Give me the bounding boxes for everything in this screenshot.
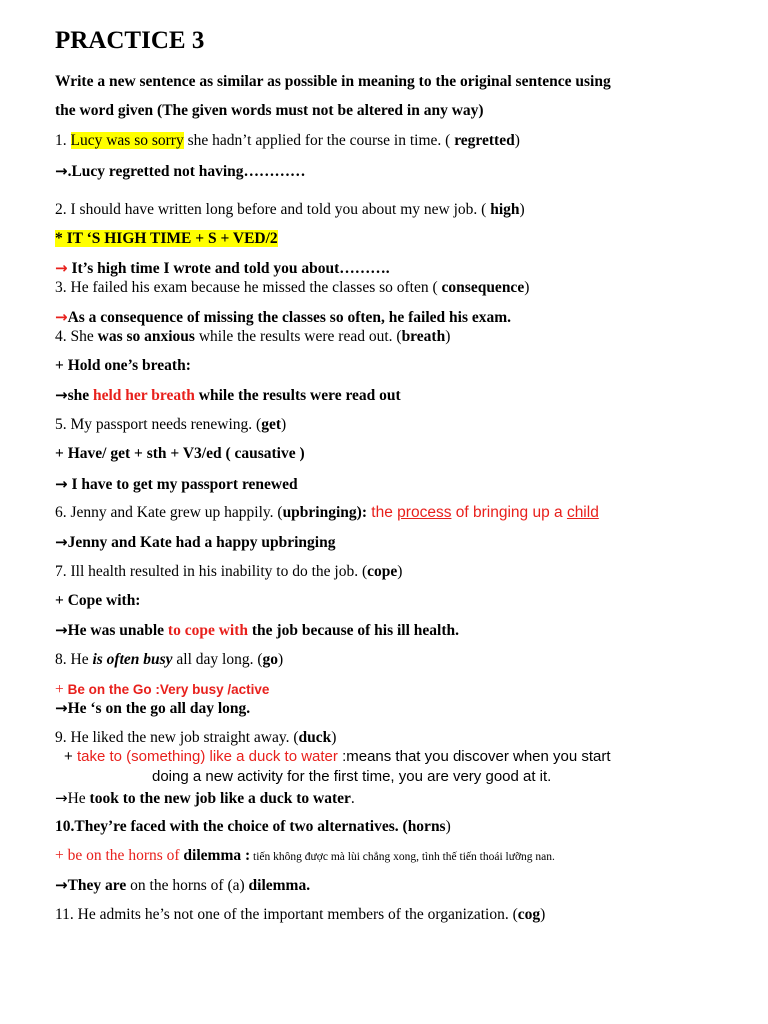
page-title: PRACTICE 3: [55, 27, 205, 54]
arrow-icon: →: [55, 876, 68, 894]
answer-5: → I have to get my passport renewed: [55, 475, 298, 493]
arrow-icon: →: [55, 789, 68, 807]
arrow-icon: →: [55, 621, 68, 639]
answer-9: →He took to the new job like a duck to water.: [55, 789, 355, 807]
given-word: consequence: [441, 279, 525, 296]
question-9: 9. He liked the new job straight away. (duck): [55, 729, 337, 746]
given-word: upbringing: [282, 504, 357, 521]
answer-1: →.Lucy regretted not having…………: [55, 162, 306, 180]
arrow-icon: →: [55, 162, 68, 180]
arrow-icon: →: [55, 308, 68, 326]
answer-7: →He was unable to cope with the job because of his ill health.: [55, 621, 459, 639]
answer-2: → It’s high time I wrote and told you about……….: [55, 259, 390, 277]
question-3: 3. He failed his exam because he missed the classes so often ( consequence): [55, 279, 530, 296]
tip-4: + Hold one’s breath:: [55, 357, 191, 374]
arrow-icon: →: [55, 475, 68, 493]
given-word: horns: [407, 818, 446, 835]
given-word: duck: [298, 729, 332, 746]
formula-2: * IT ‘S HIGH TIME + S + VED/2: [55, 230, 278, 247]
highlighted-phrase: Lucy was so sorry: [70, 132, 184, 149]
arrow-icon: →: [55, 259, 68, 277]
answer-8: →He ‘s on the go all day long.: [55, 699, 251, 717]
given-word: high: [490, 201, 520, 218]
given-word: cope: [367, 563, 398, 580]
arrow-icon: →: [55, 699, 68, 717]
tip-8: + Be on the Go :Very busy /active: [55, 681, 270, 698]
given-word: get: [261, 416, 281, 433]
arrow-icon: →: [55, 533, 68, 551]
arrow-icon: →: [55, 386, 68, 404]
answer-10: →They are on the horns of (a) dilemma.: [55, 876, 311, 894]
tip-10: + be on the horns of dilemma : tiến không được mà lùi chẳng xong, tình thế tiến thoái lưỡng nan.: [55, 847, 555, 864]
question-10: 10.They’re faced with the choice of two alternatives. (horns): [55, 818, 451, 835]
question-5: 5. My passport needs renewing. (get): [55, 416, 287, 433]
question-8: 8. He is often busy all day long. (go): [55, 651, 284, 668]
given-word: go: [262, 651, 279, 668]
question-4: 4. She was so anxious while the results were read out. (breath): [55, 328, 451, 345]
answer-3: →As a consequence of missing the classes so often, he failed his exam.: [55, 308, 512, 326]
given-word: breath: [401, 328, 446, 345]
question-7: 7. Ill health resulted in his inability to do the job. (cope): [55, 563, 403, 580]
question-11: 11. He admits he’s not one of the important members of the organization. (cog): [55, 906, 546, 923]
question-2: 2. I should have written long before and told you about my new job. ( high): [55, 201, 525, 218]
tip-9-continued: doing a new activity for the first time, you are very good at it.: [152, 768, 552, 785]
given-word: regretted: [454, 132, 515, 149]
given-word: cog: [517, 906, 541, 923]
answer-6: →Jenny and Kate had a happy upbringing: [55, 533, 336, 551]
answer-4: →she held her breath while the results were read out: [55, 386, 401, 404]
question-6: 6. Jenny and Kate grew up happily. (upbringing): the process of bringing up a child: [55, 504, 599, 521]
tip-5: + Have/ get + sth + V3/ed ( causative ): [55, 445, 305, 462]
instructions-line-2: the word given (The given words must not be altered in any way): [55, 102, 484, 119]
instructions-line-1: Write a new sentence as similar as possible in meaning to the original sentence using: [55, 73, 611, 90]
tip-9: + take to (something) like a duck to water :means that you discover when you start: [64, 748, 611, 765]
tip-7: + Cope with:: [55, 592, 141, 609]
question-1: 1. Lucy was so sorry she hadn’t applied for the course in time. ( regretted): [55, 132, 520, 149]
